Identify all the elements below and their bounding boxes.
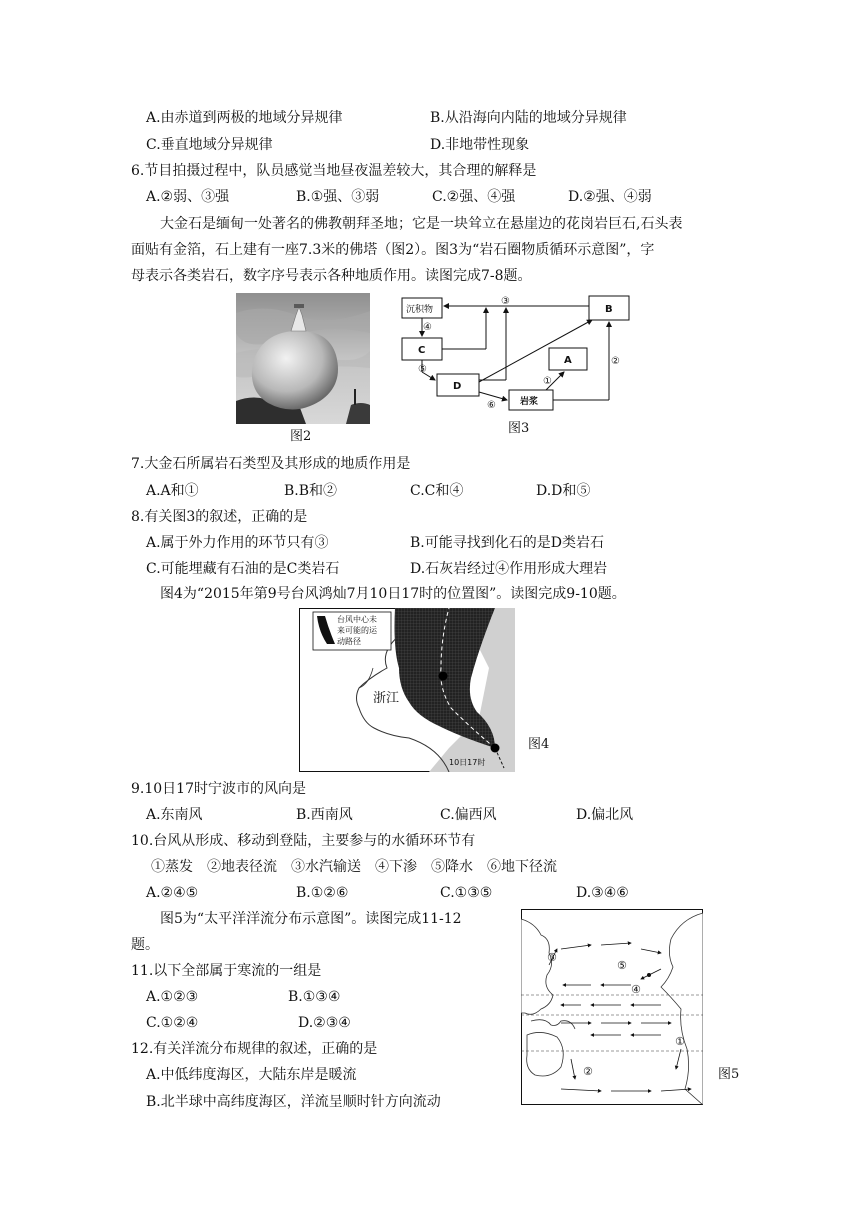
q10-option-c: C.①③⑤	[440, 885, 493, 901]
fig2-photo	[236, 293, 370, 424]
label-magma: 岩浆	[520, 397, 539, 407]
passage-11-12-line1: 图5为“太平洋洋流分布示意图”。读图完成11-12	[160, 911, 462, 927]
q10-option-b: B.①②⑥	[296, 885, 349, 901]
q5-option-b: B.从沿海向内陆的地域分异规律	[430, 110, 627, 126]
label-n4: ④	[423, 322, 432, 333]
q12-option-a: A.中低纬度海区，大陆东岸是暖流	[146, 1067, 357, 1083]
q10-stem: 10.台风从形成、移动到登陆，主要参与的水循环环节有	[131, 833, 476, 849]
fig5-label-n1: ①	[675, 1035, 685, 1048]
q6-stem: 6.节目拍摄过程中，队员感觉当地昼夜温差较大，其合理的解释是	[131, 163, 537, 179]
q9-option-b: B.西南风	[296, 807, 353, 823]
label-a: A	[564, 355, 572, 366]
q7-stem: 7.大金石所属岩石类型及其形成的地质作用是	[131, 456, 411, 472]
q11-option-a: A.①②③	[146, 989, 199, 1005]
label-n2: ②	[611, 356, 620, 367]
q9-option-c: C.偏西风	[440, 807, 497, 823]
label-n3: ③	[501, 296, 510, 307]
q11-stem: 11.以下全部属于寒流的一组是	[131, 963, 322, 979]
passage-9-10: 图4为“2015年第9号台风鸿灿7月10日17时的位置图”。读图完成9-10题。	[160, 586, 626, 602]
q6-option-a: A.②弱、③强	[146, 189, 230, 205]
q5-option-c: C.垂直地域分异规律	[146, 137, 273, 153]
q9-option-a: A.东南风	[146, 807, 203, 823]
q5-option-a: A.由赤道到两极的地域分异规律	[146, 110, 343, 126]
legend-line1: 台风中心未	[337, 615, 377, 624]
q7-option-a: A.A和①	[146, 483, 199, 499]
fig2-caption: 图2	[290, 429, 312, 444]
label-c: C	[418, 345, 426, 356]
fig5-caption: 图5	[718, 1067, 740, 1082]
q8-option-a: A.属于外力作用的环节只有③	[146, 535, 329, 551]
passage-7-8-line1: 大金石是缅甸一处著名的佛教朝拜圣地；它是一块耸立在悬崖边的花岗岩巨石,石头表	[160, 216, 683, 232]
legend-line2: 来可能的运	[337, 626, 377, 635]
passage-7-8-line2: 面贴有金箔，石上建有一座7.3米的佛塔（图2）。图3为“岩石圈物质循环示意图”，字	[131, 242, 655, 258]
time-label: 10日17时	[449, 758, 486, 767]
q6-option-b: B.①强、③弱	[296, 189, 380, 205]
fig5-ocean-currents-map	[521, 909, 703, 1105]
q10-option-d: D.③④⑥	[576, 885, 629, 901]
label-b: B	[605, 304, 613, 315]
q11-option-c: C.①②④	[146, 1015, 199, 1031]
q12-option-b: B.北半球中高纬度海区，洋流呈顺时针方向流动	[146, 1094, 441, 1110]
q11-option-d: D.②③④	[298, 1015, 351, 1031]
q6-option-c: C.②强、④强	[432, 189, 516, 205]
fig3-caption: 图3	[508, 421, 530, 436]
fig5-label-n3: ③	[547, 951, 557, 964]
q8-option-d: D.石灰岩经过④作用形成大理岩	[410, 561, 608, 577]
fig5-label-n5: ⑤	[617, 959, 627, 972]
region-label: 浙江	[373, 691, 400, 706]
label-n6: ⑥	[487, 400, 496, 411]
fig4-typhoon-map	[299, 608, 515, 772]
label-sediment: 沉积物	[406, 305, 434, 315]
fig3-rock-cycle-diagram	[396, 292, 636, 418]
q6-option-d: D.②强、④弱	[568, 189, 652, 205]
q7-option-b: B.B和②	[284, 483, 338, 499]
q10-items: ①蒸发 ②地表径流 ③水汽输送 ④下渗 ⑤降水 ⑥地下径流	[151, 859, 557, 875]
label-n1: ①	[543, 376, 552, 387]
fig5-label-n4: ④	[631, 983, 641, 996]
q5-option-d: D.非地带性现象	[430, 137, 530, 153]
fig5-label-n2: ②	[583, 1065, 593, 1078]
q9-stem: 9.10日17时宁波市的风向是	[131, 781, 306, 797]
q7-option-c: C.C和④	[410, 483, 464, 499]
q11-option-b: B.①③④	[288, 989, 341, 1005]
q7-option-d: D.D和⑤	[536, 483, 591, 499]
q9-option-d: D.偏北风	[576, 807, 634, 823]
fig4-caption: 图4	[528, 737, 550, 752]
q10-option-a: A.②④⑤	[146, 885, 199, 901]
passage-7-8-line3: 母表示各类岩石，数字序号表示各种地质作用。读图完成7-8题。	[131, 268, 532, 284]
legend-line3: 动路径	[337, 637, 361, 646]
label-d: D	[453, 381, 462, 392]
q12-stem: 12.有关洋流分布规律的叙述，正确的是	[131, 1041, 378, 1057]
q8-option-c: C.可能埋藏有石油的是C类岩石	[146, 561, 340, 577]
q8-stem: 8.有关图3的叙述，正确的是	[131, 509, 308, 525]
passage-11-12-line2: 题。	[131, 937, 159, 953]
q8-option-b: B.可能寻找到化石的是D类岩石	[410, 535, 604, 551]
label-n5: ⑤	[418, 364, 427, 375]
